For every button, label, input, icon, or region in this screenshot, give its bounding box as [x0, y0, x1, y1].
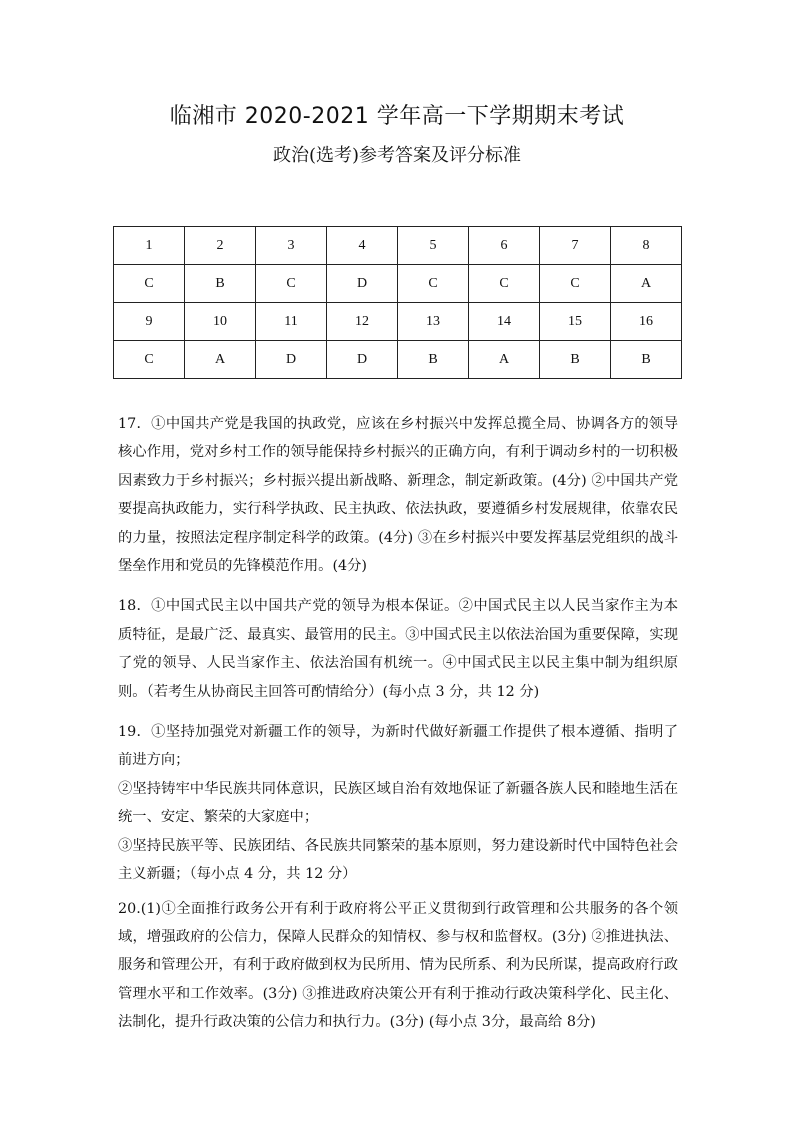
- answer-letter-row: [114, 341, 682, 379]
- answer-letter-cell: C: [256, 265, 327, 303]
- answer-letter-cell: C: [469, 265, 540, 303]
- answer-17: [118, 410, 678, 580]
- answer-17-text: 17．①中国共产党是我国的执政党，应该在乡村振兴中发挥总揽全局、协调各方的领导核心作用，党对乡村工作的领导能保持乡村振兴的正确方向，有利于调动乡村的一切积极因素致力于乡村振兴；乡村振兴提出新战略、新理念，制定新政策。(4分) ②中国共产党要提高执政能力，实行科学执政、民主执政、依法执政，要遵循乡村发展规律，依靠农民的力量，按照法定程序制定科学的政策。(4分) ③在乡村振兴中要发挥基层党组织的战斗堡垒作用和党员的先锋模范作用。(4分): [118, 416, 678, 575]
- answer-20-text: 20.(1)①全面推行政务公开有利于政府将公平正义贯彻到行政管理和公共服务的各个领域，增强政府的公信力，保障人民群众的知情权、参与权和监督权。(3分) ②推进执法、服务和管理公开，有利于政府做到权为民所用、情为民所系、利为民所谋，提高政府行政管理水平和工作效率。(3分) ③推进政府决策公开有利于推动行政决策科学化、民主化、法制化，提升行政决策的公信力和执行力。(3分) (每小点 3分，最高给 8分): [118, 900, 678, 1031]
- answer-letter-cell: C: [398, 265, 469, 303]
- exam-title: 临湘市 2020-2021 学年高一下学期期末考试: [169, 104, 625, 129]
- question-number-cell: 2: [185, 227, 256, 265]
- question-number-cell: 5: [398, 227, 469, 265]
- question-number-cell: 15: [540, 303, 611, 341]
- question-number-cell: 7: [540, 227, 611, 265]
- question-number-cell: 11: [256, 303, 327, 341]
- question-number-cell: 6: [469, 227, 540, 265]
- answer-letter-cell: B: [540, 341, 611, 379]
- answer-letter-cell: B: [611, 341, 682, 379]
- answer-19-point-2: ②坚持铸牢中华民族共同体意识，民族区域自治有效地保证了新疆各族人民和睦地生活在统一、安定、繁荣的大家庭中；: [118, 780, 678, 826]
- answer-18-text: 18．①中国式民主以中国共产党的领导为根本保证。②中国式民主以人民当家作主为本质特征，是最广泛、最真实、最管用的民主。③中国式民主以依法治国为重要保障，实现了党的领导、人民当家作主、依法治国有机统一。④中国式民主以民主集中制为组织原则。（若考生从协商民主回答可酌情给分）(每小点 3 分，共 12 分): [118, 598, 678, 700]
- answer-section: [118, 410, 678, 1037]
- answer-letter-cell: D: [256, 341, 327, 379]
- answer-letter-cell: B: [185, 265, 256, 303]
- answer-key-table: [113, 226, 682, 379]
- question-number-cell: 4: [327, 227, 398, 265]
- answer-letter-cell: D: [327, 265, 398, 303]
- answer-19-point-1: 19．①坚持加强党对新疆工作的领导，为新时代做好新疆工作提供了根本遵循、指明了前进方向；: [118, 724, 678, 769]
- question-number-cell: 14: [469, 303, 540, 341]
- question-number-cell: 8: [611, 227, 682, 265]
- answer-letter-cell: A: [469, 341, 540, 379]
- answer-19: [118, 718, 678, 888]
- question-number-cell: 9: [114, 303, 185, 341]
- answer-20: [118, 895, 678, 1037]
- answer-letter-cell: B: [398, 341, 469, 379]
- question-number-cell: 16: [611, 303, 682, 341]
- question-number-cell: 10: [185, 303, 256, 341]
- answer-19-point-3: ③坚持民族平等、民族团结、各民族共同繁荣的基本原则，努力建设新时代中国特色社会主义新疆；（每小点 4 分，共 12 分）: [118, 837, 678, 883]
- question-number-cell: 12: [327, 303, 398, 341]
- answer-letter-cell: D: [327, 341, 398, 379]
- answer-letter-cell: C: [114, 341, 185, 379]
- answer-letter-cell: C: [114, 265, 185, 303]
- question-number-cell: 1: [114, 227, 185, 265]
- question-number-row: [114, 303, 682, 341]
- answer-letter-cell: A: [611, 265, 682, 303]
- question-number-cell: 13: [398, 303, 469, 341]
- answer-letter-cell: A: [185, 341, 256, 379]
- answer-letter-cell: C: [540, 265, 611, 303]
- question-number-row: [114, 227, 682, 265]
- exam-subtitle: 政治(选考)参考答案及评分标准: [272, 145, 522, 166]
- answer-18: [118, 592, 678, 706]
- question-number-cell: 3: [256, 227, 327, 265]
- answer-letter-row: [114, 265, 682, 303]
